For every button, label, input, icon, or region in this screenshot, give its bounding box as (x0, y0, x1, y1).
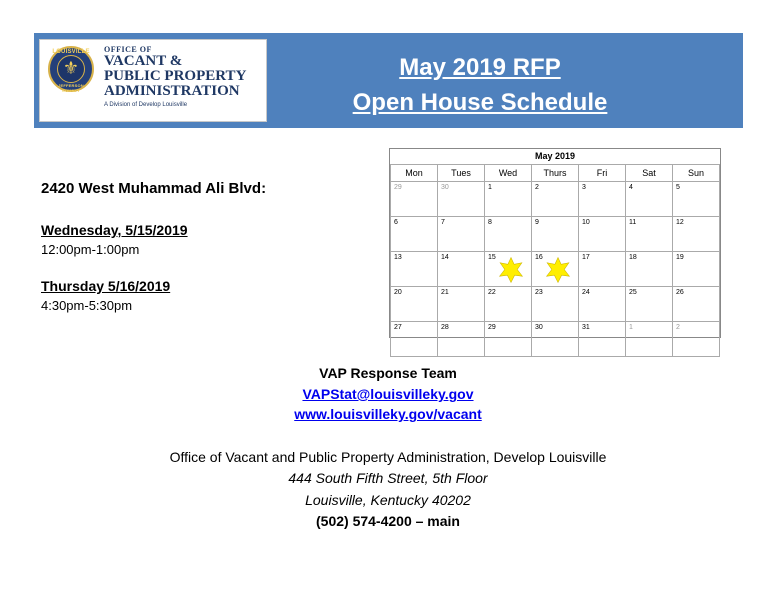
calendar-week (391, 182, 720, 217)
calendar-day-number: 29 (394, 184, 402, 191)
property-address: 2420 West Muhammad Ali Blvd: (41, 180, 267, 197)
calendar-day (438, 217, 485, 252)
calendar-day-number: 26 (676, 289, 684, 296)
calendar-day (673, 322, 720, 357)
calendar-day-number: 30 (535, 324, 543, 331)
calendar-day-number: 8 (488, 219, 492, 226)
calendar-week (391, 217, 720, 252)
weekday-header: Mon (391, 165, 438, 182)
calendar-day (391, 287, 438, 322)
calendar-day (532, 182, 579, 217)
calendar-day (485, 182, 532, 217)
calendar-day (673, 217, 720, 252)
page-title-line-2: Open House Schedule (352, 89, 608, 116)
calendar-day (673, 182, 720, 217)
weekday-header: Tues (438, 165, 485, 182)
calendar-day (579, 252, 626, 287)
calendar-day (579, 182, 626, 217)
org-logo (39, 39, 267, 122)
weekday-header: Sun (673, 165, 720, 182)
session-time-1: 12:00pm-1:00pm (41, 242, 140, 257)
calendar-day (626, 322, 673, 357)
calendar-day (532, 322, 579, 357)
calendar-day-number: 6 (394, 219, 398, 226)
calendar-day (673, 252, 720, 287)
city-seal-icon (48, 46, 94, 92)
calendar-day-number: 25 (629, 289, 637, 296)
calendar-day (391, 252, 438, 287)
calendar-day-number: 15 (488, 254, 496, 261)
calendar-day (438, 182, 485, 217)
calendar-day-number: 4 (629, 184, 633, 191)
calendar-day (438, 322, 485, 357)
calendar-day (391, 322, 438, 357)
calendar-day-number: 17 (582, 254, 590, 261)
weekday-header: Fri (579, 165, 626, 182)
calendar-day-number: 14 (441, 254, 449, 261)
office-name: Office of Vacant and Public Property Administration, Develop Louisville (169, 449, 607, 465)
calendar-day-number: 31 (582, 324, 590, 331)
calendar-day-number: 2 (676, 324, 680, 331)
calendar-day (391, 217, 438, 252)
calendar-grid (390, 164, 720, 357)
calendar-day (579, 287, 626, 322)
calendar-day (626, 287, 673, 322)
calendar-day-number: 29 (488, 324, 496, 331)
calendar-day (579, 322, 626, 357)
calendar-day (626, 182, 673, 217)
calendar-day (391, 182, 438, 217)
calendar-day-number: 13 (394, 254, 402, 261)
fleur-de-lis-icon: ⚜ (57, 55, 85, 83)
org-name (104, 45, 246, 110)
calendar-day (485, 252, 532, 287)
seal-text-top: LOUISVILLE (52, 49, 90, 55)
calendar-day-number: 16 (535, 254, 543, 261)
session-day-1: Wednesday, 5/15/2019 (41, 222, 188, 238)
calendar-day-number: 1 (488, 184, 492, 191)
calendar-day-number: 7 (441, 219, 445, 226)
calendar-day-number: 22 (488, 289, 496, 296)
seal-text-bottom: JEFFERSON COUNTY (58, 83, 84, 93)
session-day-2: Thursday 5/16/2019 (41, 278, 171, 294)
calendar-day-number: 11 (629, 219, 637, 226)
office-phone: (502) 574-4200 – main (316, 513, 460, 529)
org-line-3: PUBLIC PROPERTY (104, 68, 247, 84)
calendar-day (532, 217, 579, 252)
org-line-2: VACANT & (104, 53, 183, 69)
calendar-week (391, 287, 720, 322)
calendar-day (626, 217, 673, 252)
calendar-day (532, 252, 579, 287)
calendar-day (485, 322, 532, 357)
weekday-header: Sat (626, 165, 673, 182)
calendar-day (438, 252, 485, 287)
calendar-day-number: 19 (676, 254, 684, 261)
org-line-5: A Division of Develop Louisville (104, 102, 188, 108)
calendar-day-number: 24 (582, 289, 590, 296)
calendar-title: May 2019 (534, 151, 576, 161)
calendar-week (391, 252, 720, 287)
org-line-4: ADMINISTRATION (104, 83, 240, 99)
team-heading: VAP Response Team (319, 365, 457, 381)
office-street: 444 South Fifth Street, 5th Floor (288, 470, 488, 486)
calendar-day-number: 10 (582, 219, 590, 226)
calendar-day-number: 30 (441, 184, 449, 191)
calendar-day-number: 27 (394, 324, 402, 331)
calendar-week (391, 322, 720, 357)
calendar-day-number: 18 (629, 254, 637, 261)
calendar (389, 148, 721, 338)
calendar-day (438, 287, 485, 322)
calendar-day-number: 2 (535, 184, 539, 191)
weekday-header: Wed (485, 165, 532, 182)
calendar-day-number: 20 (394, 289, 402, 296)
calendar-day (673, 287, 720, 322)
star-icon (498, 257, 524, 283)
calendar-day-number: 3 (582, 184, 586, 191)
calendar-day (485, 217, 532, 252)
org-line-1: OFFICE OF (104, 45, 152, 54)
website-link[interactable]: www.louisvilleky.gov/vacant (294, 406, 482, 422)
calendar-day-number: 12 (676, 219, 684, 226)
calendar-day-number: 1 (629, 324, 633, 331)
star-icon (545, 257, 571, 283)
calendar-day (485, 287, 532, 322)
calendar-day-number: 21 (441, 289, 449, 296)
calendar-day-number: 9 (535, 219, 539, 226)
email-link[interactable]: VAPStat@louisvilleky.gov (302, 386, 474, 402)
calendar-day (579, 217, 626, 252)
calendar-day-number: 5 (676, 184, 680, 191)
calendar-day (626, 252, 673, 287)
weekday-header: Thurs (532, 165, 579, 182)
calendar-day-number: 23 (535, 289, 543, 296)
calendar-day-number: 28 (441, 324, 449, 331)
office-city: Louisville, Kentucky 40202 (305, 492, 471, 508)
page-title-line-1: May 2019 RFP (399, 54, 561, 81)
session-time-2: 4:30pm-5:30pm (41, 298, 133, 313)
calendar-day (532, 287, 579, 322)
